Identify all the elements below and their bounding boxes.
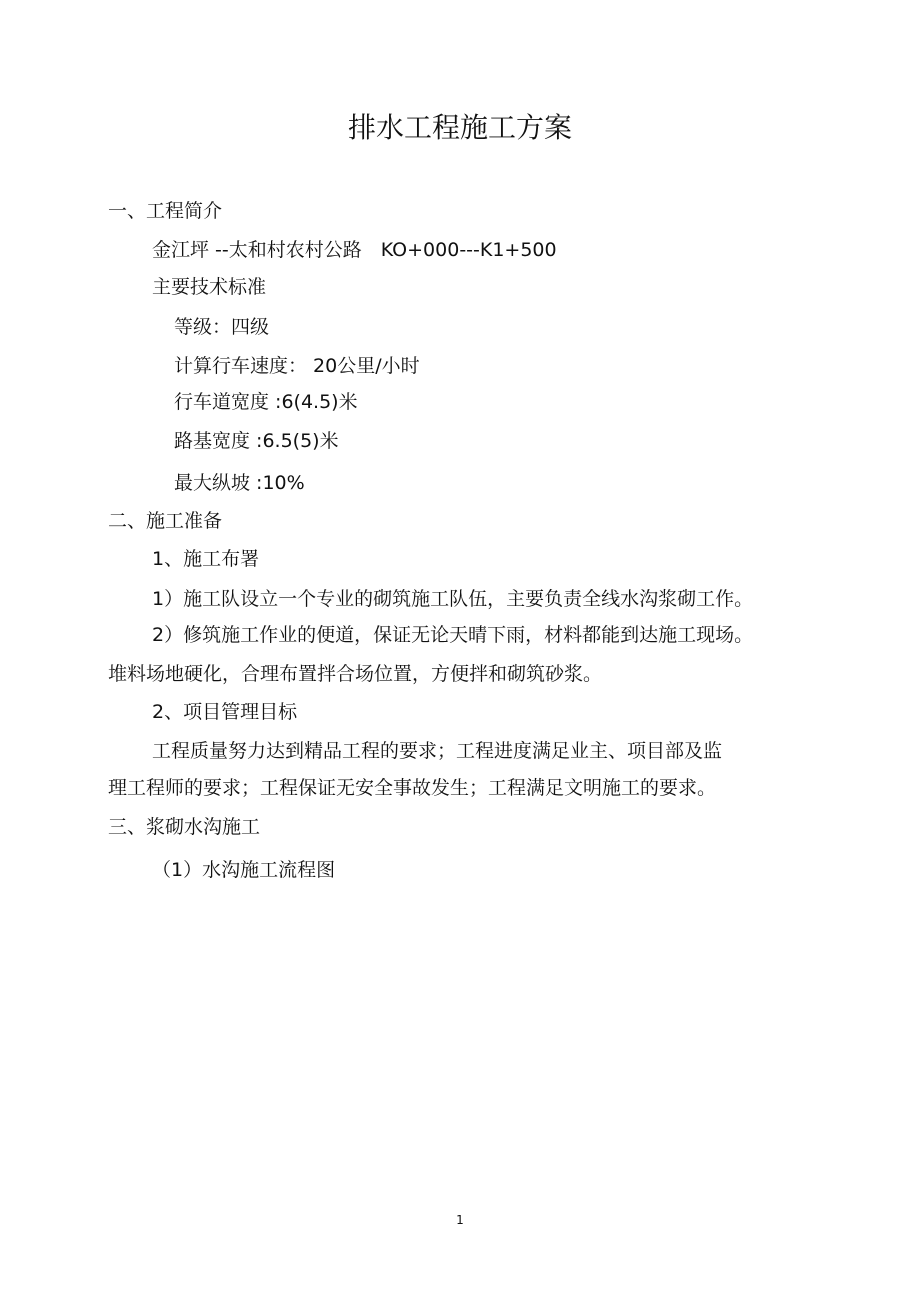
subsection-heading-2: 2、项目管理目标 — [152, 701, 298, 723]
max-grade-line: 最大纵坡 :10% — [174, 472, 305, 494]
section-heading-3: 三、浆砌水沟施工 — [108, 816, 261, 838]
section-heading-2: 二、施工准备 — [108, 510, 223, 532]
subgrade-width-line: 路基宽度 :6.5(5)米 — [174, 430, 339, 452]
paragraph-line: 工程质量努力达到精品工程的要求；工程进度满足业主、项目部及监 — [152, 740, 723, 762]
paragraph-line: 堆料场地硬化，合理布置拌合场位置，方便拌和砌筑砂浆。 — [108, 663, 603, 685]
section-heading-1: 一、工程简介 — [108, 200, 223, 222]
paragraph-line: 1）施工队设立一个专业的砌筑施工队伍，主要负责全线水沟浆砌工作。 — [152, 588, 754, 610]
document-title: 排水工程施工方案 — [347, 111, 572, 144]
subsection-heading-1: 1、施工布署 — [152, 548, 260, 570]
grade-line: 等级：四级 — [174, 316, 270, 338]
lane-width-line: 行车道宽度 :6(4.5)米 — [174, 391, 358, 413]
paragraph-line: 理工程师的要求；工程保证无安全事故发生；工程满足文明施工的要求。 — [108, 777, 717, 799]
design-speed-line: 计算行车速度： 20公里/小时 — [174, 355, 420, 377]
project-name-line: 金江坪 --太和村农村公路 KO+000---K1+500 — [152, 239, 557, 261]
page-number: 1 — [456, 1213, 464, 1227]
subsection-heading-3: （1）水沟施工流程图 — [152, 859, 336, 881]
paragraph-line: 2）修筑施工作业的便道，保证无论天晴下雨，材料都能到达施工现场。 — [152, 624, 754, 646]
tech-standard-heading: 主要技术标准 — [152, 276, 267, 298]
